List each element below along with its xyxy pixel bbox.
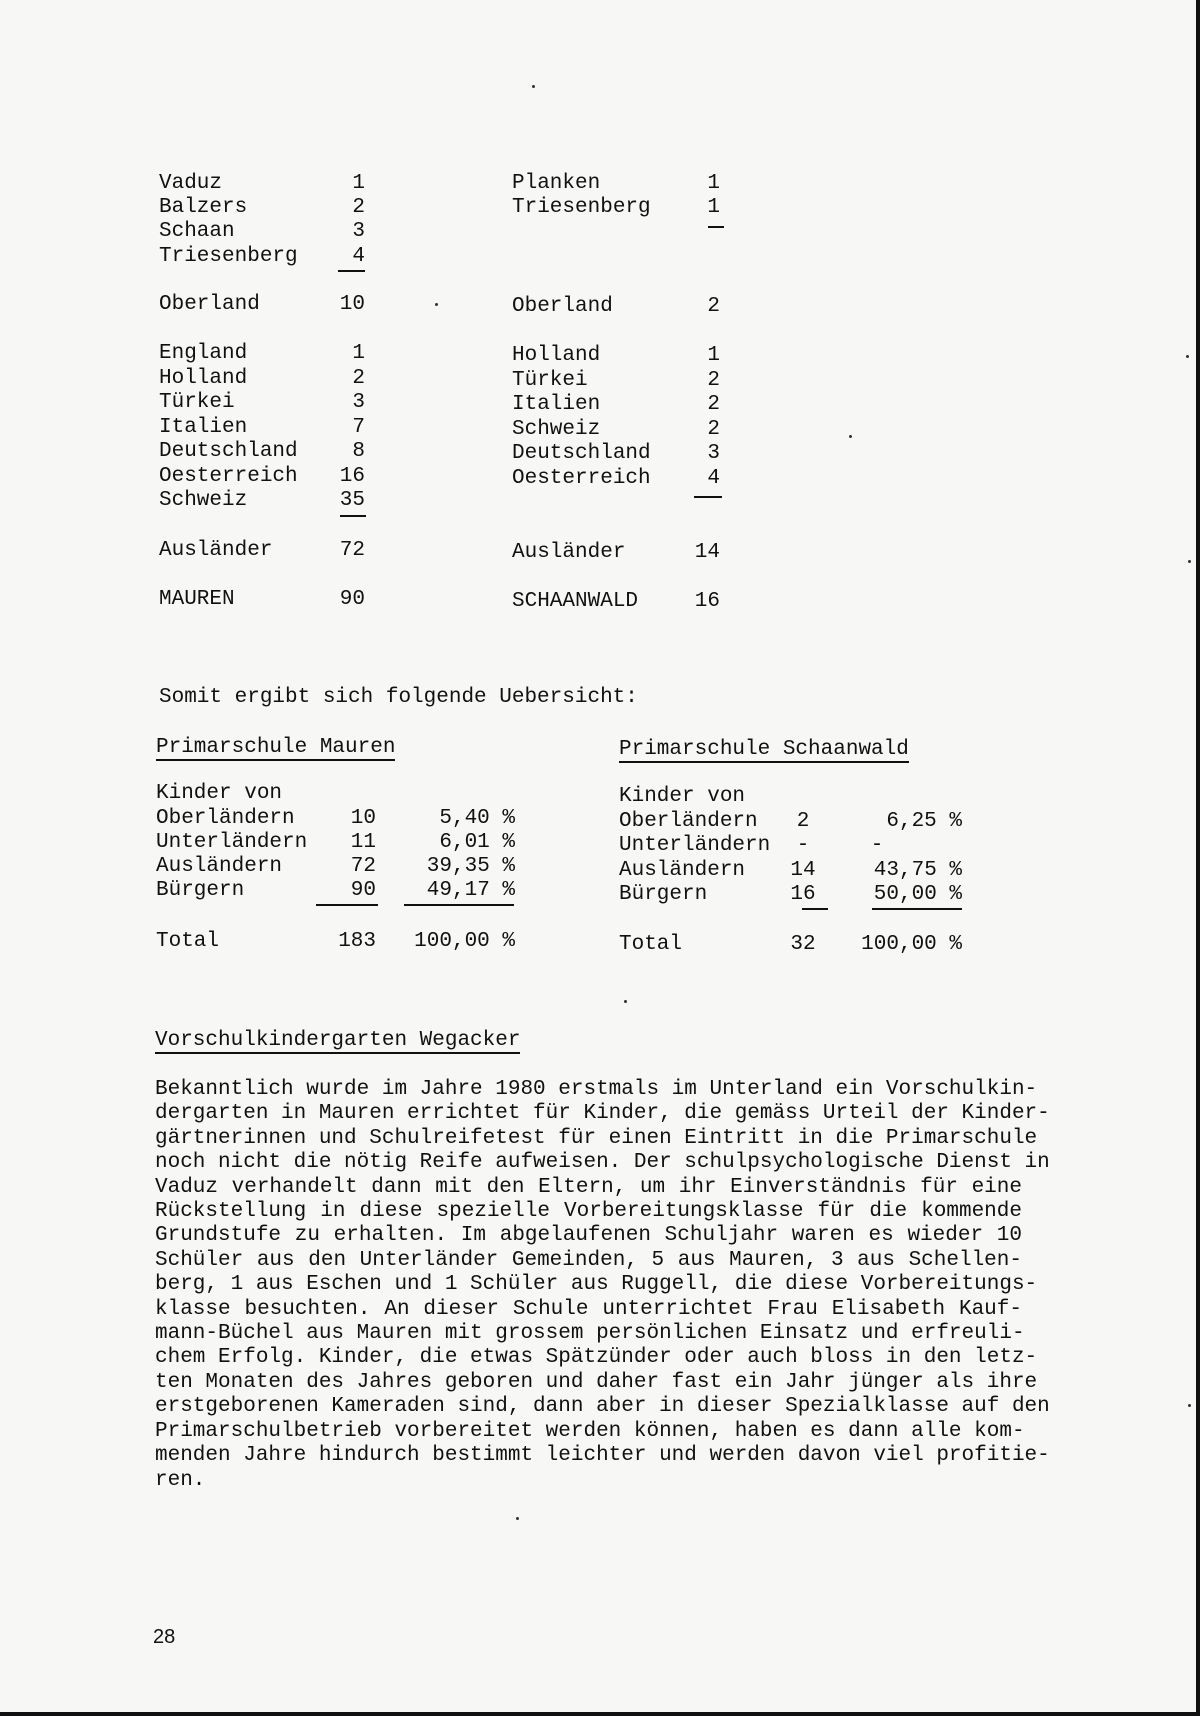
sum-line xyxy=(694,496,722,498)
list-item-count: 16 xyxy=(339,465,365,488)
total-percent: 100,00 % xyxy=(414,930,515,953)
list-item-name: Vaduz xyxy=(159,172,223,195)
row-percent: 49,17 % xyxy=(426,879,515,902)
sum-line xyxy=(340,515,366,517)
grand-total-count: 90 xyxy=(339,588,365,611)
list-item-name: Balzers xyxy=(159,196,248,219)
list-item-name: Schaan xyxy=(159,220,235,243)
section-heading: Vorschulkindergarten Wegacker xyxy=(155,1029,521,1052)
list-item-count: 3 xyxy=(352,391,365,414)
row-label: Ausländern xyxy=(619,859,746,882)
paragraph-line: mann-Büchel aus Mauren mit grossem persönlichen Einsatz und erfreuli- xyxy=(155,1322,1025,1346)
subtotal-label: Ausländer xyxy=(159,539,273,562)
table-subheading: Kinder von xyxy=(156,782,283,805)
paragraph-line: chem Erfolg. Kinder, die etwas Spätzünder oder auch bloss in den letz- xyxy=(155,1346,1038,1370)
table-subheading: Kinder von xyxy=(619,785,746,808)
list-item-count: 2 xyxy=(707,393,720,416)
total-count: 32 xyxy=(790,933,816,956)
paragraph-line: Bekanntlich wurde im Jahre 1980 erstmals im Unterland ein Vorschulkin- xyxy=(155,1078,1038,1101)
list-item-name: Schweiz xyxy=(512,418,601,441)
list-item-name: Planken xyxy=(512,172,601,195)
paragraph-line: Primarschulbetrieb vorbereitet werden können, haben es dann alle kom- xyxy=(155,1419,1025,1443)
paragraph-line: ren. xyxy=(155,1468,206,1492)
subtotal-label: Ausländer xyxy=(512,541,626,564)
list-item-name: Holland xyxy=(512,344,601,367)
list-item-name: Deutschland xyxy=(512,442,651,465)
list-item-count: 1 xyxy=(352,342,365,365)
row-count: 16 xyxy=(790,883,816,906)
row-count: 90 xyxy=(350,879,376,902)
list-item-count: 4 xyxy=(352,245,365,268)
scan-speck xyxy=(516,1517,519,1520)
list-item-count: 3 xyxy=(352,220,365,243)
grand-total-label: SCHAANWALD xyxy=(512,590,639,613)
list-item-name: England xyxy=(159,342,248,365)
subtotal-label: Oberland xyxy=(512,295,613,318)
list-item-count: 2 xyxy=(352,196,365,219)
list-item-count: 1 xyxy=(707,196,720,219)
row-percent: 6,25 % xyxy=(886,810,962,833)
list-item-count: 2 xyxy=(707,369,720,392)
paragraph-line: Vaduz verhandelt dann mit den Eltern, um ihr Einverständnis für eine xyxy=(155,1175,1022,1199)
row-percent: 5,40 % xyxy=(439,807,515,830)
paragraph-line: erstgeborenen Kameraden sind, dann aber in dieser Spezialklasse auf den xyxy=(155,1395,1050,1419)
subtotal-label: Oberland xyxy=(159,293,260,316)
table-heading: Primarschule Schaanwald xyxy=(619,738,909,761)
list-item-count: 35 xyxy=(339,489,365,512)
paragraph-line: menden Jahre hindurch bestimmt leichter und werden davon viel profitie- xyxy=(155,1444,1050,1468)
list-item-count: 1 xyxy=(352,172,365,195)
list-item-count: 2 xyxy=(352,367,365,390)
row-label: Oberländern xyxy=(156,807,295,830)
subtotal-count: 14 xyxy=(694,541,720,564)
paragraph-line: gärtnerinnen und Schulreifetest für einen Eintritt in die Primarschule xyxy=(155,1126,1038,1150)
page-number: 28 xyxy=(153,1626,176,1648)
list-item-count: 8 xyxy=(352,440,365,463)
row-label: Unterländern xyxy=(619,834,771,857)
paragraph-line: berg, 1 aus Eschen und 1 Schüler aus Ruggell, die diese Vorbereitungs- xyxy=(155,1273,1038,1297)
paragraph-line: ten Monaten des Jahres geboren und daher fast ein Jahr jünger als ihre xyxy=(155,1370,1038,1394)
list-item-count: 1 xyxy=(707,172,720,195)
list-item-count: 1 xyxy=(707,344,720,367)
sum-line xyxy=(338,270,365,272)
subtotal-count: 2 xyxy=(707,295,720,318)
total-label: Total xyxy=(619,933,683,956)
row-count: 11 xyxy=(350,831,376,854)
row-percent: - xyxy=(870,834,884,857)
section-paragraph xyxy=(155,1078,1050,1493)
subtotal-count: 10 xyxy=(339,293,365,316)
paragraph-line: Rückstellung in diese spezielle Vorbereitungsklasse für die kommende xyxy=(155,1200,1022,1224)
paragraph-line: dergarten in Mauren errichtet für Kinder, die gemäss Urteil der Kinder- xyxy=(155,1102,1050,1126)
row-label: Oberländern xyxy=(619,810,758,833)
list-item-name: Oesterreich xyxy=(512,467,651,490)
list-item-name: Triesenberg xyxy=(512,196,651,219)
row-percent: 39,35 % xyxy=(426,855,515,878)
sum-line xyxy=(404,904,514,906)
row-label: Bürgern xyxy=(619,883,708,906)
sum-line xyxy=(316,904,378,906)
list-item-name: Oesterreich xyxy=(159,465,298,488)
row-percent: 43,75 % xyxy=(873,859,962,882)
list-item-name: Italien xyxy=(512,393,601,416)
list-item-name: Italien xyxy=(159,416,248,439)
row-label: Ausländern xyxy=(156,855,283,878)
list-item-name: Deutschland xyxy=(159,440,298,463)
scan-speck xyxy=(1186,355,1189,358)
overview-intro: Somit ergibt sich folgende Uebersicht: xyxy=(159,686,638,709)
list-item-name: Türkei xyxy=(512,369,588,392)
scan-speck xyxy=(435,303,438,306)
list-item-name: Triesenberg xyxy=(159,245,298,268)
row-percent: 6,01 % xyxy=(439,831,515,854)
scan-speck xyxy=(624,1000,627,1003)
scan-speck xyxy=(1188,1404,1191,1407)
row-label: Bürgern xyxy=(156,879,245,902)
row-count: 10 xyxy=(350,807,376,830)
sum-line xyxy=(802,908,828,910)
row-count: 2 xyxy=(796,810,810,833)
list-item-count: 2 xyxy=(707,418,720,441)
row-count: - xyxy=(796,834,810,857)
row-count: 72 xyxy=(350,855,376,878)
list-item-count: 4 xyxy=(707,467,720,490)
row-label: Unterländern xyxy=(156,831,308,854)
sum-line xyxy=(708,226,724,228)
total-percent: 100,00 % xyxy=(861,933,962,956)
row-count: 14 xyxy=(790,859,816,882)
total-count: 183 xyxy=(338,930,376,953)
paragraph-line: noch nicht die nötig Reife aufweisen. Der schulpsychologische Dienst in xyxy=(155,1151,1050,1175)
paragraph-line: klasse besuchten. An dieser Schule unterrichtet Frau Elisabeth Kauf- xyxy=(155,1297,1022,1321)
scan-speck xyxy=(849,435,852,438)
total-label: Total xyxy=(156,930,220,953)
paragraph-line: Grundstufe zu erhalten. Im abgelaufenen Schuljahr waren es wieder 10 xyxy=(155,1224,1022,1248)
subtotal-count: 72 xyxy=(339,539,365,562)
list-item-name: Holland xyxy=(159,367,248,390)
list-item-name: Türkei xyxy=(159,391,235,414)
grand-total-label: MAUREN xyxy=(159,588,235,611)
paragraph-line: Schüler aus den Unterländer Gemeinden, 5 aus Mauren, 3 aus Schellen- xyxy=(155,1248,1022,1272)
row-percent: 50,00 % xyxy=(873,883,962,906)
sum-line xyxy=(872,908,962,910)
table-heading: Primarschule Mauren xyxy=(156,736,396,759)
scan-speck xyxy=(532,85,535,88)
list-item-count: 7 xyxy=(352,416,365,439)
list-item-count: 3 xyxy=(707,442,720,465)
scan-speck xyxy=(1188,560,1191,563)
list-item-name: Schweiz xyxy=(159,489,248,512)
grand-total-count: 16 xyxy=(694,590,720,613)
